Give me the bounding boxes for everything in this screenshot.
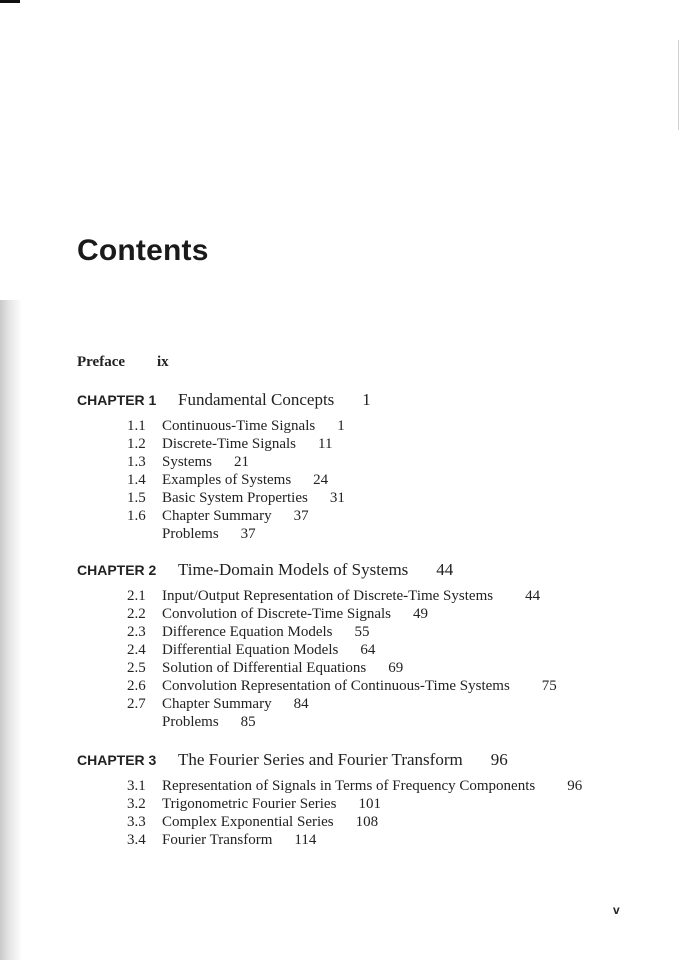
chapter-label: CHAPTER 1 (77, 392, 157, 408)
chapter-title (178, 560, 453, 580)
section-number: 1.1 (127, 418, 146, 434)
section-title: Problems (162, 526, 219, 542)
chapter-title-text: Fundamental Concepts (178, 390, 335, 409)
section-page: 108 (355, 814, 379, 830)
section-title: Input/Output Representation of Discrete-Time Systems (162, 588, 494, 604)
section-page: 96 (567, 778, 583, 794)
corner-mark (0, 0, 20, 3)
chapter-label: CHAPTER 2 (77, 562, 157, 578)
section-page: 84 (293, 696, 309, 712)
page-gutter-shadow (0, 300, 22, 960)
section-page: 85 (240, 714, 256, 730)
section-page: 11 (318, 436, 333, 452)
chapter-page: 44 (436, 560, 454, 579)
section-title: Solution of Differential Equations (162, 660, 367, 676)
section-number: 2.4 (127, 642, 146, 658)
chapter-title (178, 390, 371, 410)
section-number: 2.3 (127, 624, 146, 640)
section-title: Trigonometric Fourier Series (162, 796, 337, 812)
section-title: Continuous-Time Signals (162, 418, 316, 434)
section-page: 21 (234, 454, 250, 470)
section-number: 1.4 (127, 472, 146, 488)
section-title: Systems (162, 454, 213, 470)
preface-label: Preface (77, 354, 126, 370)
section-title: Examples of Systems (162, 472, 292, 488)
chapter-page: 96 (490, 750, 508, 769)
section-page: 49 (413, 606, 429, 622)
section-title: Convolution Representation of Continuous-Time Systems (162, 678, 510, 694)
section-title: Difference Equation Models (162, 624, 333, 640)
section-title: Basic System Properties (162, 490, 308, 506)
section-number: 1.2 (127, 436, 146, 452)
section-page: 37 (240, 526, 256, 542)
section-page: 44 (525, 588, 541, 604)
section-page: 1 (337, 418, 345, 434)
section-title: Differential Equation Models (162, 642, 339, 658)
section-title: Fourier Transform (162, 832, 273, 848)
section-page: 31 (329, 490, 345, 506)
section-number: 2.7 (127, 696, 146, 712)
section-number: 3.4 (127, 832, 146, 848)
preface-page: ix (157, 354, 169, 370)
page-number: v (613, 903, 620, 917)
section-number: 2.6 (127, 678, 146, 694)
section-page: 69 (388, 660, 404, 676)
section-title: Complex Exponential Series (162, 814, 334, 830)
page-title: Contents (77, 234, 209, 267)
section-page: 114 (294, 832, 317, 848)
section-title: Representation of Signals in Terms of Frequency Components (162, 778, 536, 794)
section-page: 24 (313, 472, 329, 488)
section-number: 2.1 (127, 588, 146, 604)
section-page: 55 (354, 624, 370, 640)
chapter-label: CHAPTER 3 (77, 752, 157, 768)
section-number: 3.1 (127, 778, 146, 794)
section-title: Chapter Summary (162, 696, 272, 712)
section-number: 1.3 (127, 454, 146, 470)
section-number: 1.5 (127, 490, 146, 506)
section-title: Chapter Summary (162, 508, 272, 524)
section-page: 75 (541, 678, 557, 694)
chapter-page: 1 (362, 390, 371, 409)
section-page: 37 (293, 508, 309, 524)
section-title: Convolution of Discrete-Time Signals (162, 606, 392, 622)
section-page: 64 (360, 642, 376, 658)
section-page: 101 (358, 796, 381, 812)
page-edge-line (678, 40, 679, 130)
section-title: Discrete-Time Signals (162, 436, 297, 452)
section-number: 2.2 (127, 606, 146, 622)
section-title: Problems (162, 714, 219, 730)
section-number: 1.6 (127, 508, 146, 524)
chapter-title (178, 750, 508, 770)
section-number: 3.2 (127, 796, 146, 812)
chapter-title-text: Time-Domain Models of Systems (178, 560, 409, 579)
section-number: 3.3 (127, 814, 146, 830)
section-number: 2.5 (127, 660, 146, 676)
preface-entry (77, 354, 169, 371)
chapter-title-text: The Fourier Series and Fourier Transform (178, 750, 463, 769)
